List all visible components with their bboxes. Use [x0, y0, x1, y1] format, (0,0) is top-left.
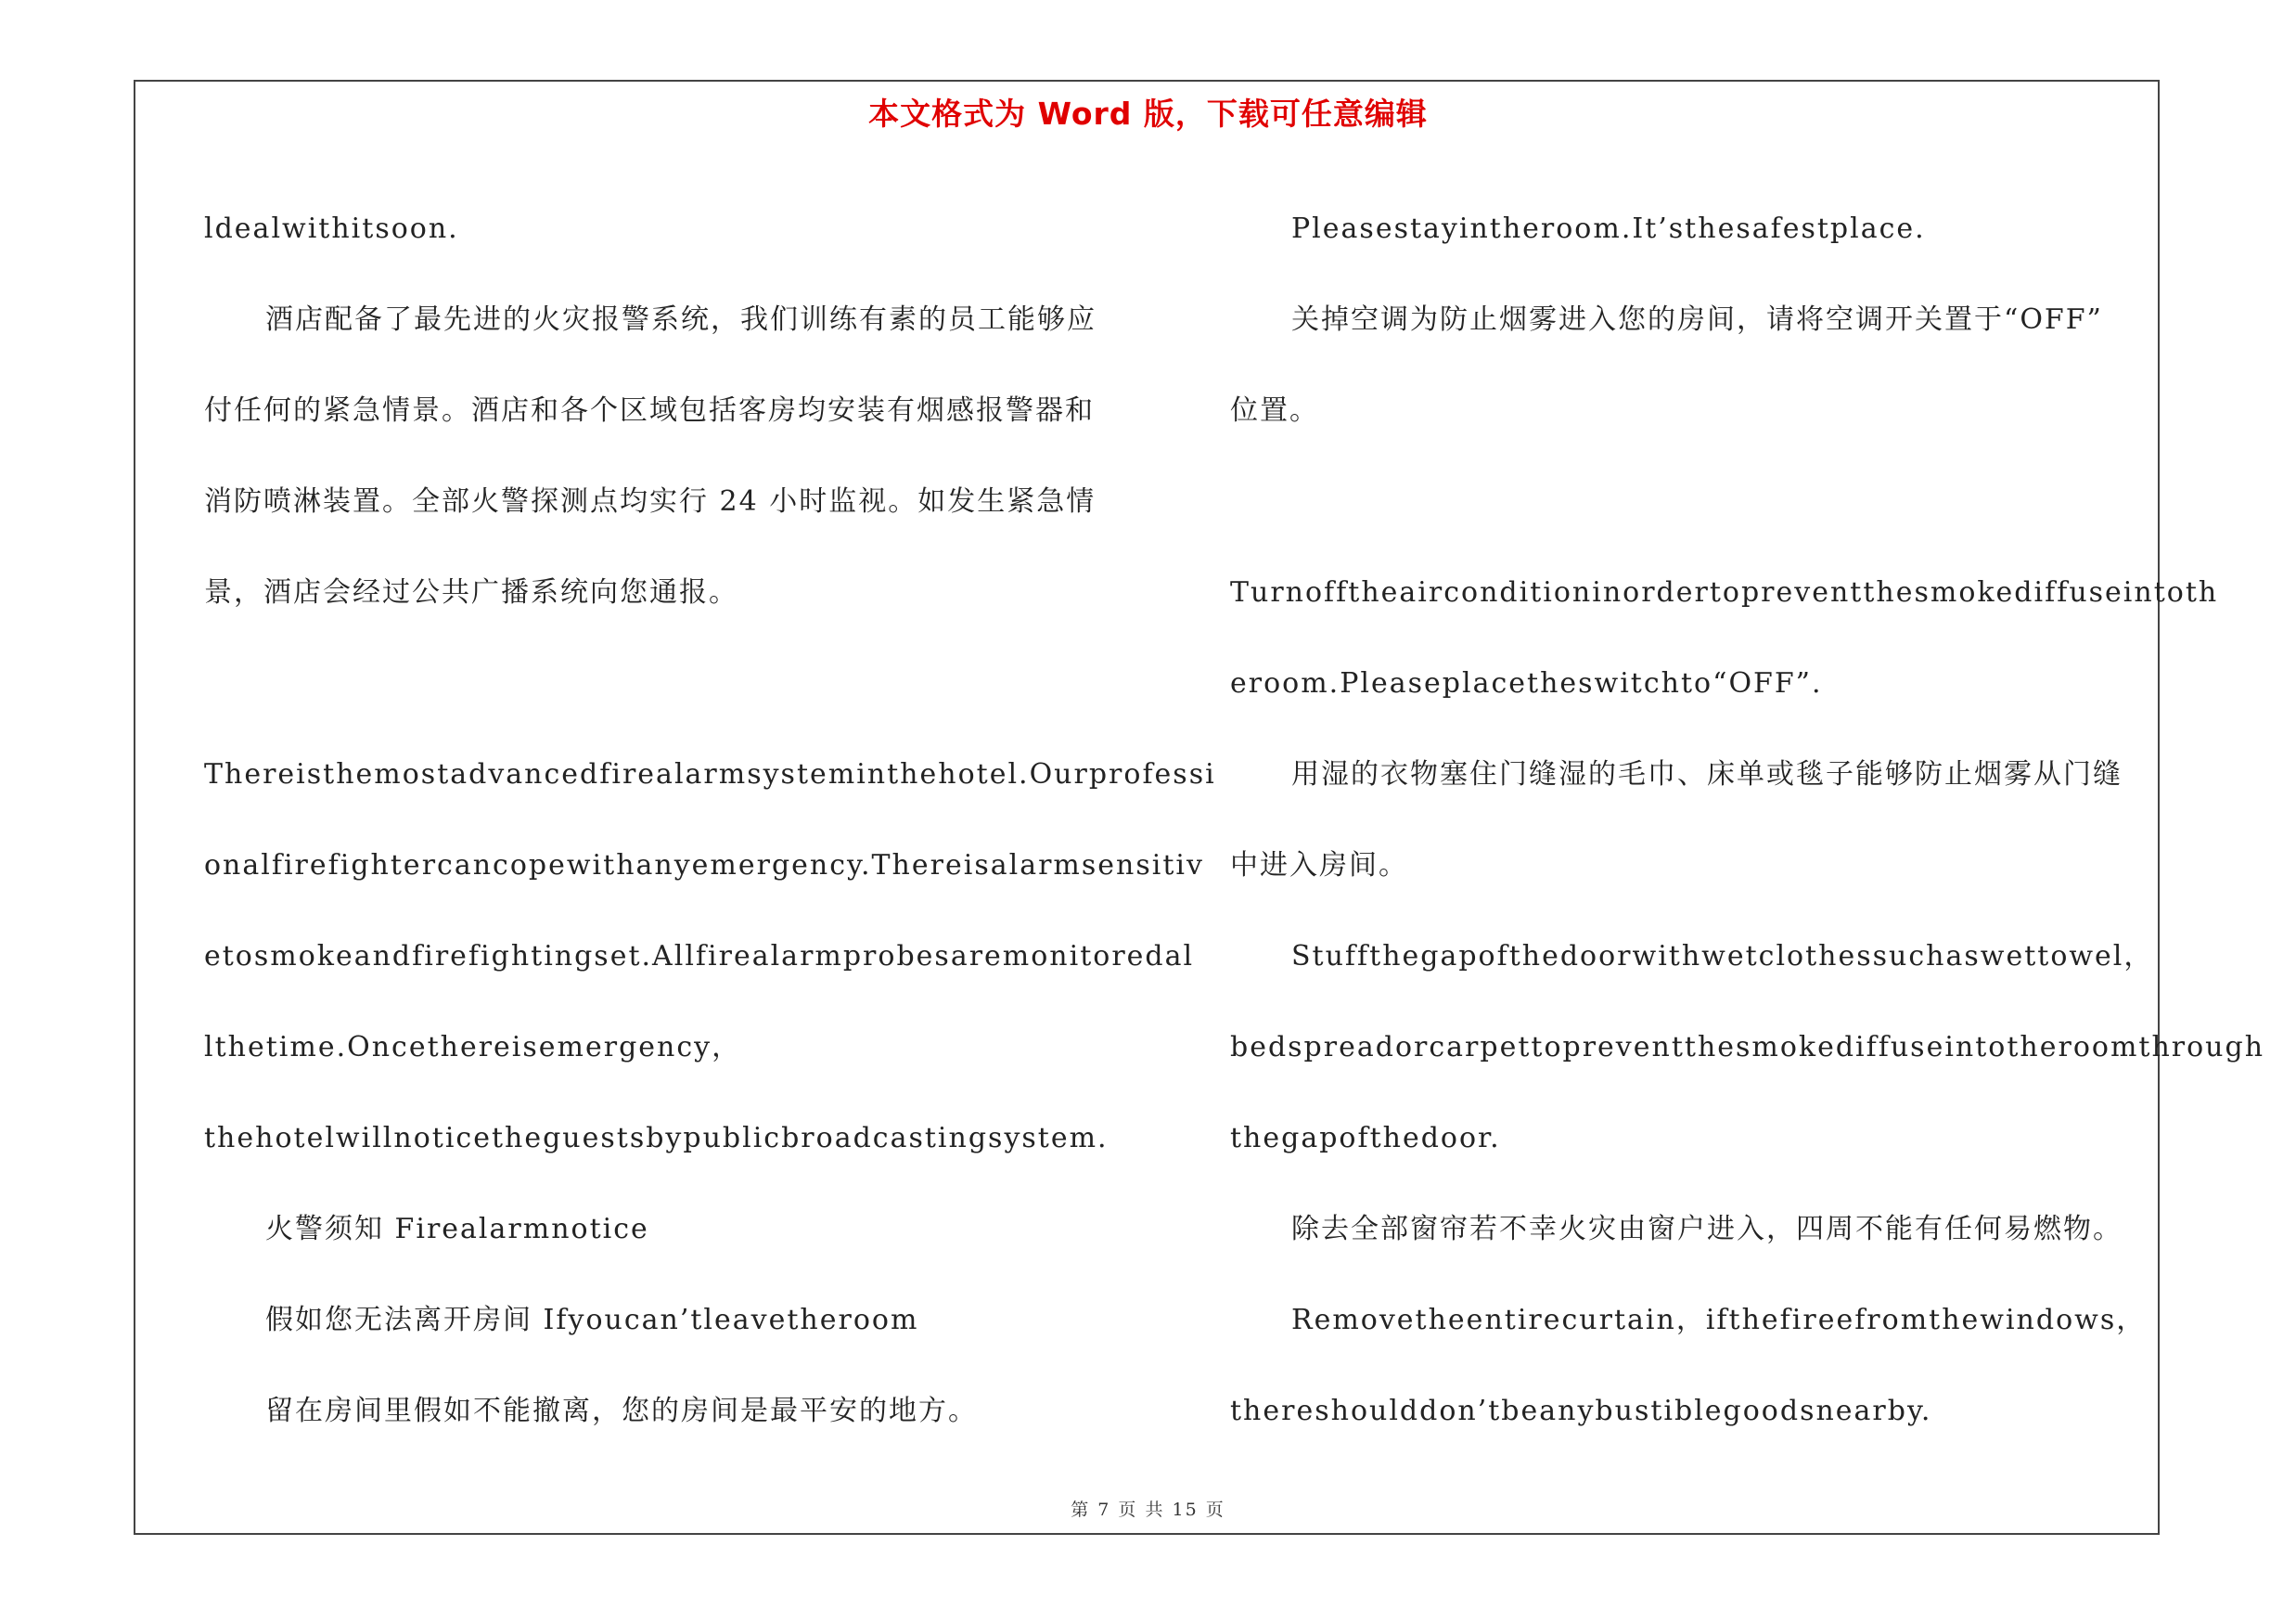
- paragraph-line: 用湿的衣物塞住门缝湿的毛巾、床单或毯子能够防止烟雾从门缝: [1291, 758, 2123, 791]
- paragraph-line: 消防喷淋装置。全部火警探测点均实行 24 小时监视。如发生紧急情: [204, 485, 1097, 518]
- paragraph-line: ldealwithitsoon.: [204, 213, 459, 245]
- paragraph-line: thereshoulddon’tbeanybustiblegoodsnearby.: [1230, 1395, 1932, 1427]
- left-column: [204, 184, 1216, 1457]
- paragraph-line: bedspreadorcarpettopreventthesmokediffuseintotheroomthrough: [1230, 1031, 2265, 1063]
- paragraph-line: etosmokeandfirefightingset.Allfirealarmprobesaremonitoredal: [204, 940, 1195, 973]
- section-heading: 火警须知 Firealarmnotice: [265, 1213, 649, 1245]
- paragraph-line: Stuffthegapofthedoorwithwetclothessuchaswettowel，: [1291, 940, 2154, 973]
- paragraph-line: Turnofftheairconditioninordertopreventthesmokediffuseintoth: [1230, 576, 2219, 609]
- blank-line: [1230, 457, 2158, 547]
- paragraph-line: 位置。: [1230, 394, 1319, 427]
- section-heading: 假如您无法离开房间 Ifyoucan’tleavetheroom: [265, 1304, 919, 1336]
- paragraph-line: thehotelwillnoticetheguestsbypublicbroadcastingsystem.: [204, 1122, 1109, 1154]
- paragraph-line: lthetime.Oncethereisemergency，: [204, 1031, 742, 1063]
- paragraph-line: onalfirefightercancopewithanyemergency.Thereisalarmsensitiv: [204, 849, 1204, 882]
- header-banner: 本文格式为 Word 版，下载可任意编辑: [868, 96, 1428, 132]
- paragraph-line: 关掉空调为防止烟雾进入您的房间，请将空调开关置于“OFF”: [1291, 303, 2103, 336]
- page-number: 第 7 页 共 15 页: [1071, 1500, 1225, 1520]
- paragraph-line: eroom.Pleaseplacetheswitchto“OFF”.: [1230, 667, 1823, 700]
- blank-line: [204, 638, 1132, 729]
- paragraph-line: 中进入房间。: [1230, 849, 1408, 882]
- paragraph-line: 酒店配备了最先进的火灾报警系统，我们训练有素的员工能够应: [265, 303, 1097, 336]
- paragraph-line: 留在房间里假如不能撤离，您的房间是最平安的地方。: [265, 1395, 978, 1427]
- paragraph-line: Removetheentirecurtain，ifthefireefromthewindows，: [1291, 1304, 2147, 1336]
- right-column: [1230, 184, 2265, 1457]
- paragraph-line: 景，酒店会经过公共广播系统向您通报。: [204, 576, 738, 609]
- paragraph-line: thegapofthedoor.: [1230, 1122, 1501, 1154]
- paragraph-line: Pleasestayintheroom.It’sthesafestplace.: [1291, 213, 1926, 245]
- paragraph-line: Thereisthemostadvancedfirealarmsysteminthehotel.Ourprofessi: [204, 758, 1216, 791]
- paragraph-line: 付任何的紧急情景。酒店和各个区域包括客房均安装有烟感报警器和: [204, 394, 1095, 427]
- paragraph-line: 除去全部窗帘若不幸火灾由窗户进入，四周不能有任何易燃物。: [1291, 1213, 2123, 1245]
